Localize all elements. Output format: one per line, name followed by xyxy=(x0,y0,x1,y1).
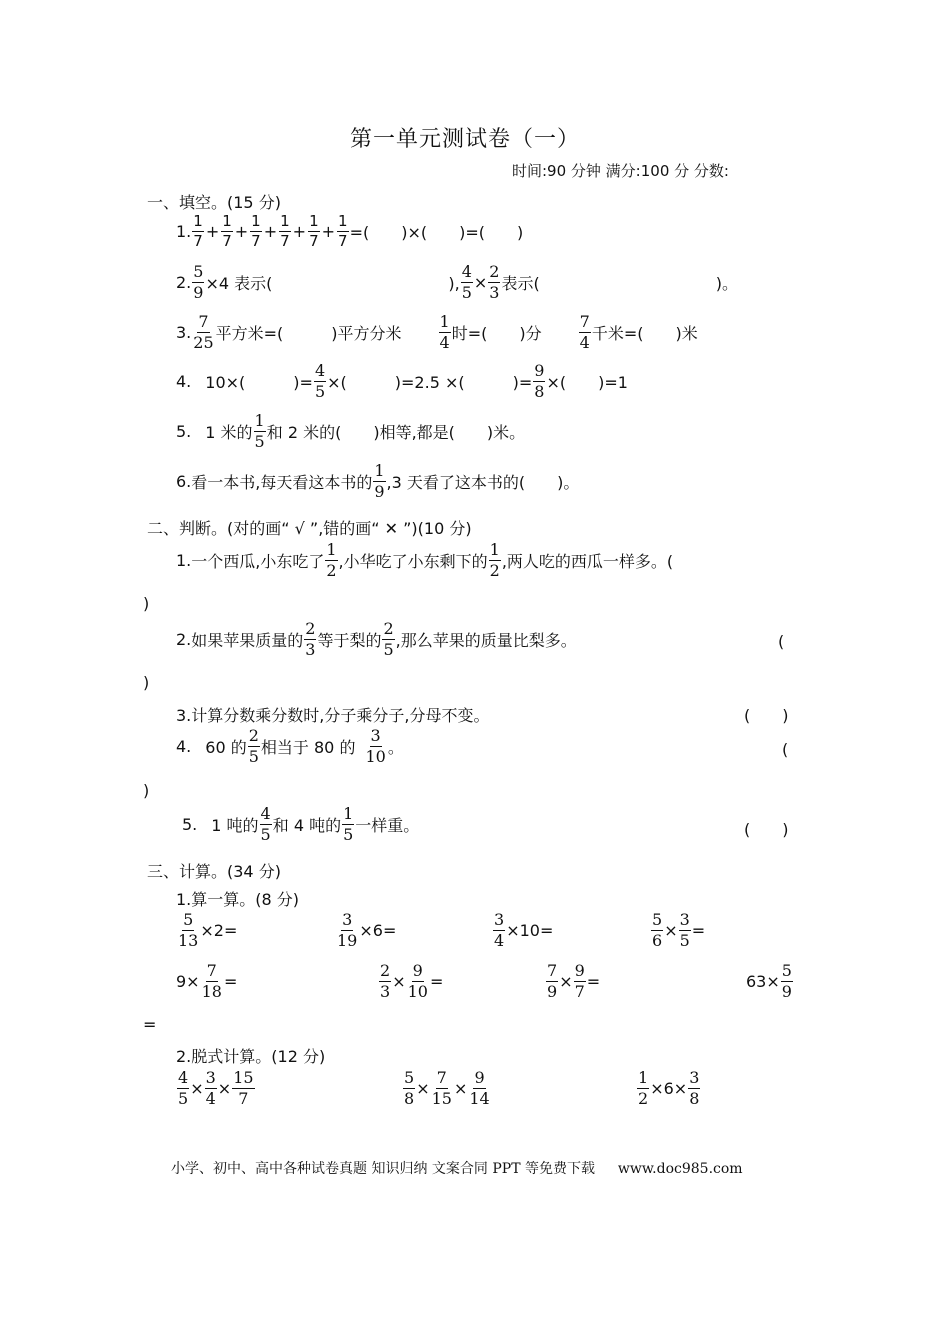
fraction: $\frac{1}{7}$ xyxy=(193,212,203,250)
section-3-header: 三、计算。(34 分) xyxy=(147,862,281,881)
answer-paren: ( ) xyxy=(744,820,789,839)
fraction: $\frac{3}{5}$ xyxy=(679,910,690,950)
calc-item: 63× $\frac{5}{9}$ xyxy=(746,961,792,1001)
fraction: $\frac{3}{8}$ xyxy=(689,1068,700,1108)
fraction: $\frac{7}{4}$ xyxy=(579,312,590,352)
fraction: $\frac{4}{5}$ xyxy=(178,1068,189,1108)
answer-paren-close: ) xyxy=(143,781,150,800)
q-text: 。 xyxy=(387,738,404,757)
q-text: 1 吨的 xyxy=(211,816,259,835)
q-text: 一个西瓜,小东吃了 xyxy=(191,552,325,571)
q-number: 5. xyxy=(182,815,198,834)
q-text: ,那么苹果的质量比梨多。 xyxy=(395,631,577,650)
q-text: 看一本书,每天看这本书的 xyxy=(191,473,373,492)
fraction: $\frac{3}{4}$ xyxy=(494,910,505,950)
wrapped-equals: = xyxy=(143,1015,157,1034)
fraction: $\frac{3}{19}$ xyxy=(337,910,358,950)
fraction: $\frac{2}{5}$ xyxy=(248,726,259,766)
q-text: 平方米=( )平方分米 xyxy=(215,324,402,343)
fraction: $\frac{4}{5}$ xyxy=(461,262,472,302)
fraction: $\frac{1}{2}$ xyxy=(489,540,500,580)
q-number: 1. xyxy=(176,551,192,570)
q-text: ×( )=2.5 ×( )= xyxy=(327,373,533,392)
q-number: 1. xyxy=(176,222,192,241)
fraction: $\frac{9}{7}$ xyxy=(574,961,585,1001)
calc-item: $\frac{7}{9}$ × $\frac{9}{7}$ = xyxy=(547,961,601,1001)
section-2-header: 二、判断。(对的画“ √ ”,错的画“ ✕ ”)(10 分) xyxy=(147,519,472,538)
calc-item: $\frac{3}{4}$ ×10= xyxy=(494,910,554,950)
calc-item: $\frac{5}{6}$ × $\frac{3}{5}$ = xyxy=(652,910,706,950)
q-text: 千米=( )米 xyxy=(591,324,698,343)
fraction: $\frac{7}{9}$ xyxy=(547,961,558,1001)
q-text: ,小华吃了小东剩下的 xyxy=(338,552,488,571)
q-text: ,3 天看了这本书的( )。 xyxy=(386,473,580,492)
answer-paren-open: ( xyxy=(782,740,789,759)
question-1-1: 1. $\frac{1}{7}$ + $\frac{1}{7}$ + $\frac{1}{7}$ + $\frac{1}{7}$ + $\frac{1}{7}$ + $\frac{1}{7}$ =( )×( )=( ) xyxy=(176,212,524,250)
fraction: $\frac{9}{14}$ xyxy=(469,1068,490,1108)
question-1-2 xyxy=(176,264,738,301)
q-number: 6. xyxy=(176,472,192,491)
fraction: $\frac{1}{9}$ xyxy=(374,461,385,501)
q-number: 3. xyxy=(176,706,192,725)
fraction: $\frac{1}{4}$ xyxy=(439,312,450,352)
q-text: ×4 表示( ), xyxy=(205,274,460,293)
q-text: 表示( )。 xyxy=(501,274,738,293)
fraction: $\frac{3}{10}$ xyxy=(365,726,386,766)
q-text: 时=( )分 xyxy=(451,324,542,343)
fraction: $\frac{4}{5}$ xyxy=(260,804,271,844)
fraction: $\frac{2}{5}$ xyxy=(383,619,394,659)
answer-paren-open: ( xyxy=(778,632,785,651)
question-2-5 xyxy=(182,806,419,843)
fraction: $\frac{9}{8}$ xyxy=(534,361,545,401)
calc-item: $\frac{5}{8}$ × $\frac{7}{15}$ × $\frac{9}{14}$ xyxy=(404,1068,490,1108)
q-number: 5. xyxy=(176,422,192,441)
page-title: 第一单元测试卷（一） xyxy=(350,127,581,152)
calc-item: $\frac{4}{5}$ × $\frac{3}{4}$ × $\frac{15}{7}$ xyxy=(178,1068,254,1108)
q-text: ,两人吃的西瓜一样多。( xyxy=(501,552,674,571)
fraction: $\frac{15}{7}$ xyxy=(233,1068,254,1108)
fraction: $\frac{9}{10}$ xyxy=(407,961,428,1001)
fraction: $\frac{1}{5}$ xyxy=(343,804,354,844)
times-sign: × xyxy=(473,273,488,292)
fraction: $\frac{7}{18}$ xyxy=(201,961,222,1001)
calc-item: $\frac{5}{13}$ ×2= xyxy=(178,910,238,950)
q-text: 60 的 xyxy=(205,738,247,757)
fraction: $\frac{7}{25}$ xyxy=(193,312,214,352)
q-text: 1 米的 xyxy=(205,423,253,442)
fraction: $\frac{5}{8}$ xyxy=(404,1068,415,1108)
fraction: $\frac{1}{7}$ xyxy=(280,212,290,250)
q-text: 等于梨的 xyxy=(317,631,382,650)
fraction: $\frac{1}{7}$ xyxy=(222,212,232,250)
footer-text: 小学、初中、高中各种试卷真题 知识归纳 文案合同 PPT 等免费下载 xyxy=(171,1161,595,1177)
fraction: $\frac{1}{5}$ xyxy=(254,411,265,451)
fraction: $\frac{7}{15}$ xyxy=(431,1068,452,1108)
fraction: $\frac{1}{7}$ xyxy=(338,212,348,250)
fraction: $\frac{2}{3}$ xyxy=(305,619,316,659)
fraction: $\frac{1}{2}$ xyxy=(326,540,337,580)
fraction: $\frac{4}{5}$ xyxy=(314,361,326,401)
calc-item: 9× $\frac{7}{18}$ = xyxy=(176,961,238,1001)
fraction: $\frac{2}{3}$ xyxy=(489,262,500,302)
question-1-6 xyxy=(176,463,579,500)
subsection-2-header: 2.脱式计算。(12 分) xyxy=(176,1047,326,1066)
fraction: $\frac{1}{7}$ xyxy=(309,212,319,250)
question-1-3 xyxy=(176,314,698,351)
fraction: $\frac{5}{9}$ xyxy=(781,961,792,1001)
answer-paren: ( ) xyxy=(744,706,789,725)
footer-link[interactable]: www.doc985.com xyxy=(617,1161,743,1177)
question-1-5 xyxy=(176,413,525,450)
q-text: 如果苹果质量的 xyxy=(191,631,304,650)
q-number: 4. xyxy=(176,372,192,391)
footer xyxy=(171,1158,743,1178)
fraction: $\frac{1}{7}$ xyxy=(251,212,261,250)
q-text: 相当于 80 的 xyxy=(260,738,356,757)
subsection-1-header: 1.算一算。(8 分) xyxy=(176,890,300,909)
calc-item: $\frac{3}{19}$ ×6= xyxy=(337,910,397,950)
q-number: 4. xyxy=(176,737,192,756)
q-text: 和 2 米的( )相等,都是( )米。 xyxy=(266,423,526,442)
calc-item: $\frac{2}{3}$ × $\frac{9}{10}$ = xyxy=(380,961,444,1001)
q-text: =( )×( )=( ) xyxy=(349,223,524,242)
q-text: 一样重。 xyxy=(355,816,420,835)
fraction: $\frac{1}{2}$ xyxy=(638,1068,649,1108)
exam-meta: 时间:90 分钟 满分:100 分 分数: xyxy=(512,162,729,180)
answer-paren-close: ) xyxy=(143,673,150,692)
q-number: 2. xyxy=(176,630,192,649)
q-text: ×( )=1 xyxy=(546,373,628,392)
answer-paren-close: ) xyxy=(143,594,150,613)
section-1-header: 一、填空。(15 分) xyxy=(147,193,281,212)
fraction: $\frac{2}{3}$ xyxy=(380,961,391,1001)
question-1-4 xyxy=(176,363,628,400)
question-2-2 xyxy=(176,621,577,658)
fraction: $\frac{3}{4}$ xyxy=(205,1068,216,1108)
question-2-3 xyxy=(176,703,489,726)
fraction: $\frac{5}{6}$ xyxy=(652,910,663,950)
calc-item: $\frac{1}{2}$ ×6× $\frac{3}{8}$ xyxy=(638,1068,700,1108)
q-text: 10×( )= xyxy=(205,373,313,392)
question-2-1 xyxy=(176,542,673,579)
q-number: 2. xyxy=(176,273,192,292)
q-text: 和 4 吨的 xyxy=(272,816,342,835)
q-number: 3. xyxy=(176,323,192,342)
q-text: 计算分数乘分数时,分子乘分子,分母不变。 xyxy=(191,706,490,725)
fraction: $\frac{5}{9}$ xyxy=(193,262,204,302)
question-2-4 xyxy=(176,728,404,765)
fraction: $\frac{5}{13}$ xyxy=(178,910,199,950)
